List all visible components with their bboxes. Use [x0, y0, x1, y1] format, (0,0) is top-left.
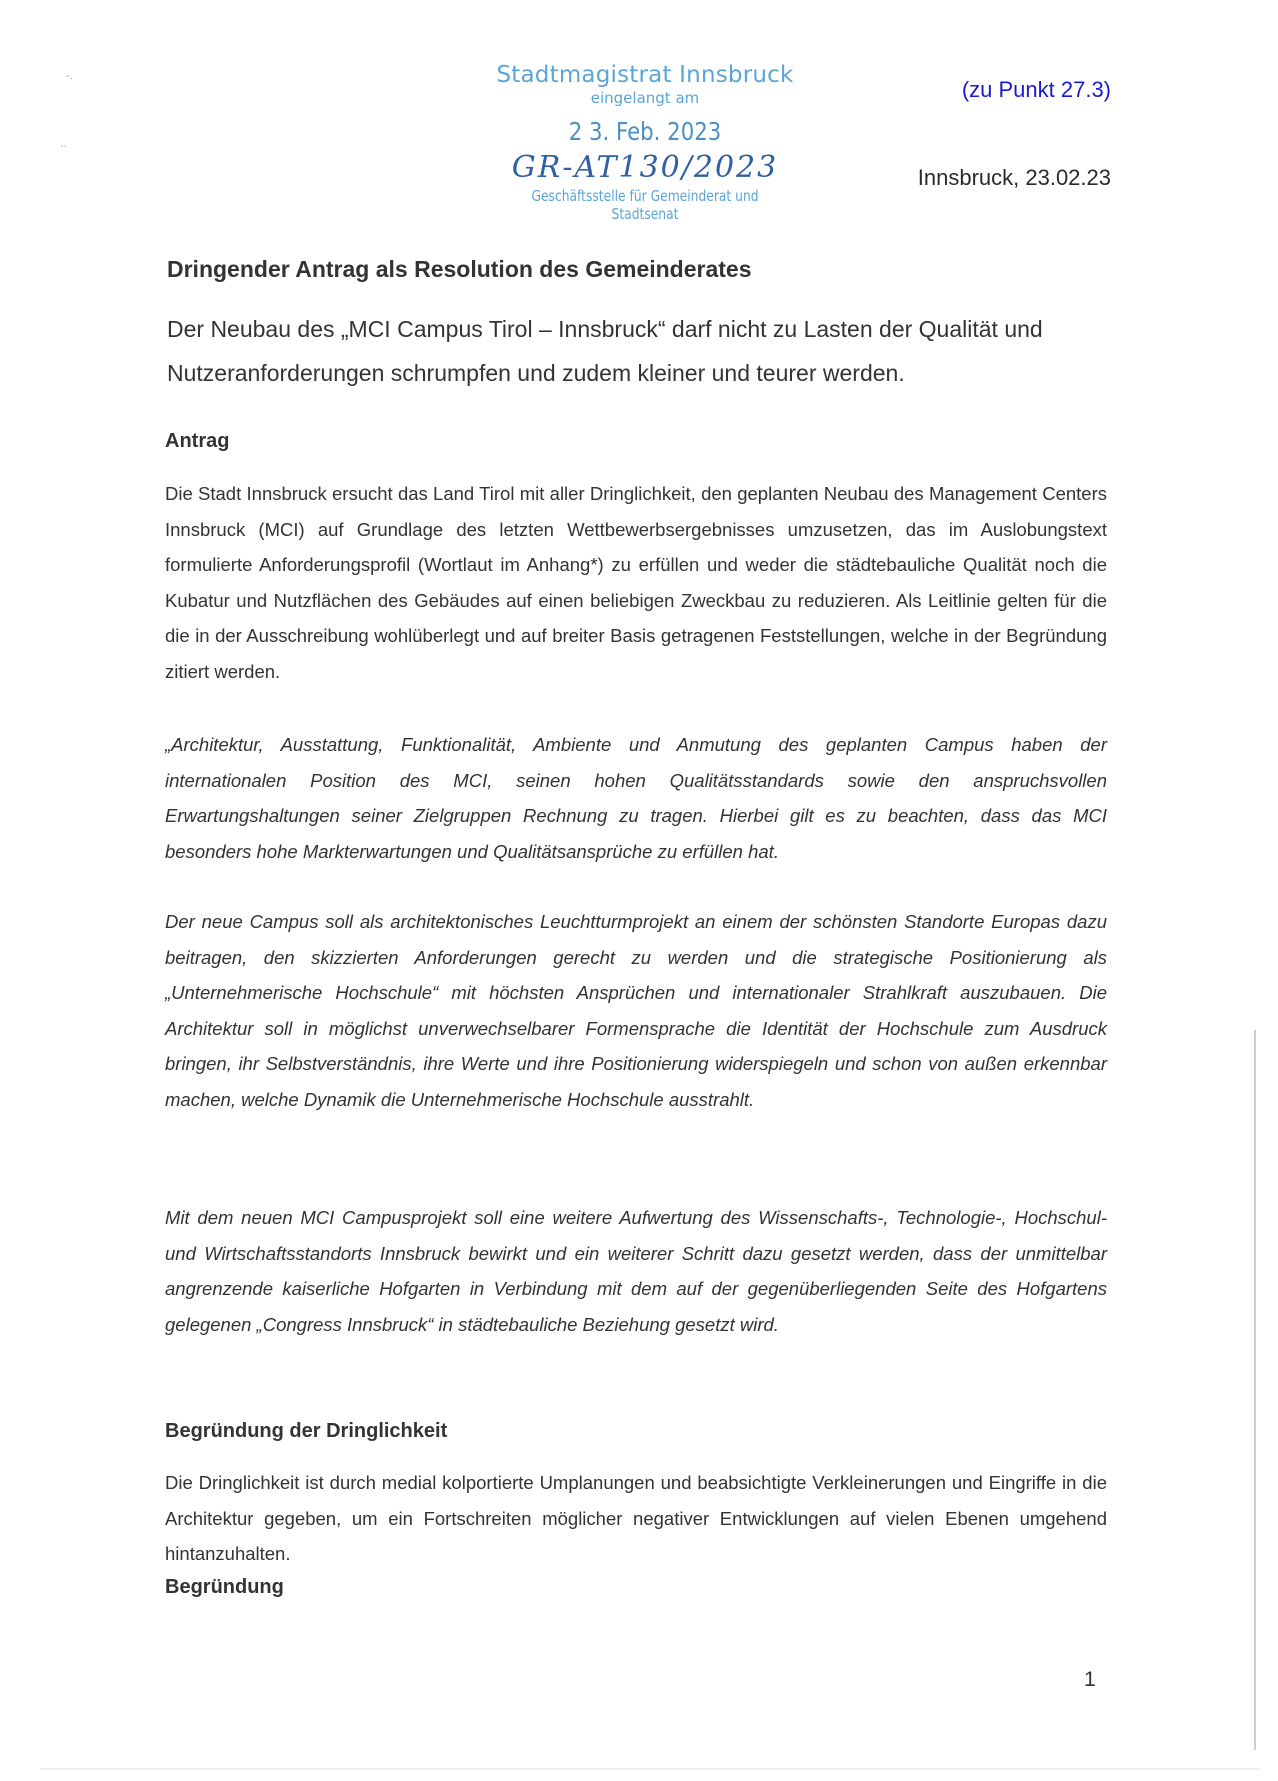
- stamp-handwritten-reference: GR-AT130/2023: [511, 150, 779, 185]
- scan-bottom-edge: [40, 1768, 1260, 1770]
- urgency-paragraph: Die Dringlichkeit ist durch medial kolportierte Umplanungen und beabsichtigte Verkleinerungen und Eingriffe in die Architektur gegeben, um ein Fortschreiten möglicher negativer Entwicklungen auf vielen Ebenen umgehend hintanzuhalten.: [165, 1472, 1107, 1564]
- motion-paragraph: Die Stadt Innsbruck ersucht das Land Tirol mit aller Dringlichkeit, den geplanten Neubau des Management Centers Innsbruck (MCI) auf Grundlage des letzten Wettbewerbsergebnisses umzusetzen, das im Auslobungstext formulierte Anforderungsprofil (Wortlaut im Anhang*) zu erfüllen und weder die städtebauliche Qualität noch die Kubatur und Nutzflächen des Gebäudes auf einen beliebigen Zweckbau zu reduzieren. Als Leitlinie gelten für die die in der Ausschreibung wohlüberlegt und auf breiter Basis getragenen Feststellungen, welche in der Begründung zitiert werden.: [165, 483, 1107, 682]
- document-subtitle: Der Neubau des „MCI Campus Tirol – Innsbruck“ darf nicht zu Lasten der Qualität und Nutzeranforderungen schrumpfen und zudem kleiner und teurer werden.: [167, 316, 1043, 386]
- agenda-reference: (zu Punkt 27.3): [961, 77, 1111, 102]
- scan-speck: ··: [60, 140, 68, 152]
- scan-edge-line: [1254, 1030, 1256, 1750]
- quote-paragraph: „Architektur, Ausstattung, Funktionalität, Ambiente und Anmutung des geplanten Campus haben der internationalen Position des MCI, seinen hohen Qualitätsstandards sowie den anspruchsvollen Erwartungshaltungen seiner Zielgruppen Rechnung zu tragen. Hierbei gilt es zu beachten, dass das MCI besonders hohe Markterwartungen und Qualitätsansprüche zu erfüllen hat.: [165, 734, 1107, 862]
- section-heading-justification: Begründung: [165, 1576, 284, 1598]
- page-number: 1: [1084, 1668, 1096, 1691]
- stamp-received-date: 2 3. Feb. 2023: [568, 117, 722, 146]
- received-stamp: [490, 62, 800, 223]
- stamp-organization: Stadtmagistrat Innsbruck: [496, 62, 794, 88]
- place-date: Innsbruck, 23.02.23: [917, 165, 1111, 190]
- section-heading-urgency: Begründung der Dringlichkeit: [165, 1420, 448, 1442]
- stamp-office: Geschäftsstelle für Gemeinderat und Stadtsenat: [531, 187, 759, 223]
- section-heading-motion: Antrag: [165, 430, 230, 452]
- quote-paragraph: Der neue Campus soll als architektonisches Leuchtturmprojekt an einem der schönsten Standorte Europas dazu beitragen, den skizzierten Anforderungen gerecht zu werden und die strategische Positionierung als „Unternehmerische Hochschule“ mit höchsten Ansprüchen und internationaler Strahlkraft auszubauen. Die Architektur soll in möglichst unverwechselbarer Formensprache die Identität der Hochschule zum Ausdruck bringen, ihr Selbstverständnis, ihre Werte und ihre Positionierung widerspiegeln und schon von außen erkennbar machen, welche Dynamik die Unternehmerische Hochschule ausstrahlt.: [165, 911, 1107, 1110]
- document-title: Dringender Antrag als Resolution des Gemeinderates: [167, 256, 752, 282]
- stamp-received-label: eingelangt am: [590, 89, 700, 107]
- quote-paragraph: Mit dem neuen MCI Campusprojekt soll eine weitere Aufwertung des Wissenschafts-, Technologie-, Hochschul- und Wirtschaftsstandorts Innsbruck bewirkt und ein weiterer Schritt dazu gesetzt werden, dass der unmittelbar angrenzende kaiserliche Hofgarten in Verbindung mit dem auf der gegenüberliegenden Seite des Hofgartens gelegenen „Congress Innsbruck“ in städtebauliche Beziehung gesetzt wird.: [165, 1207, 1107, 1335]
- scan-speck: -.: [66, 70, 73, 82]
